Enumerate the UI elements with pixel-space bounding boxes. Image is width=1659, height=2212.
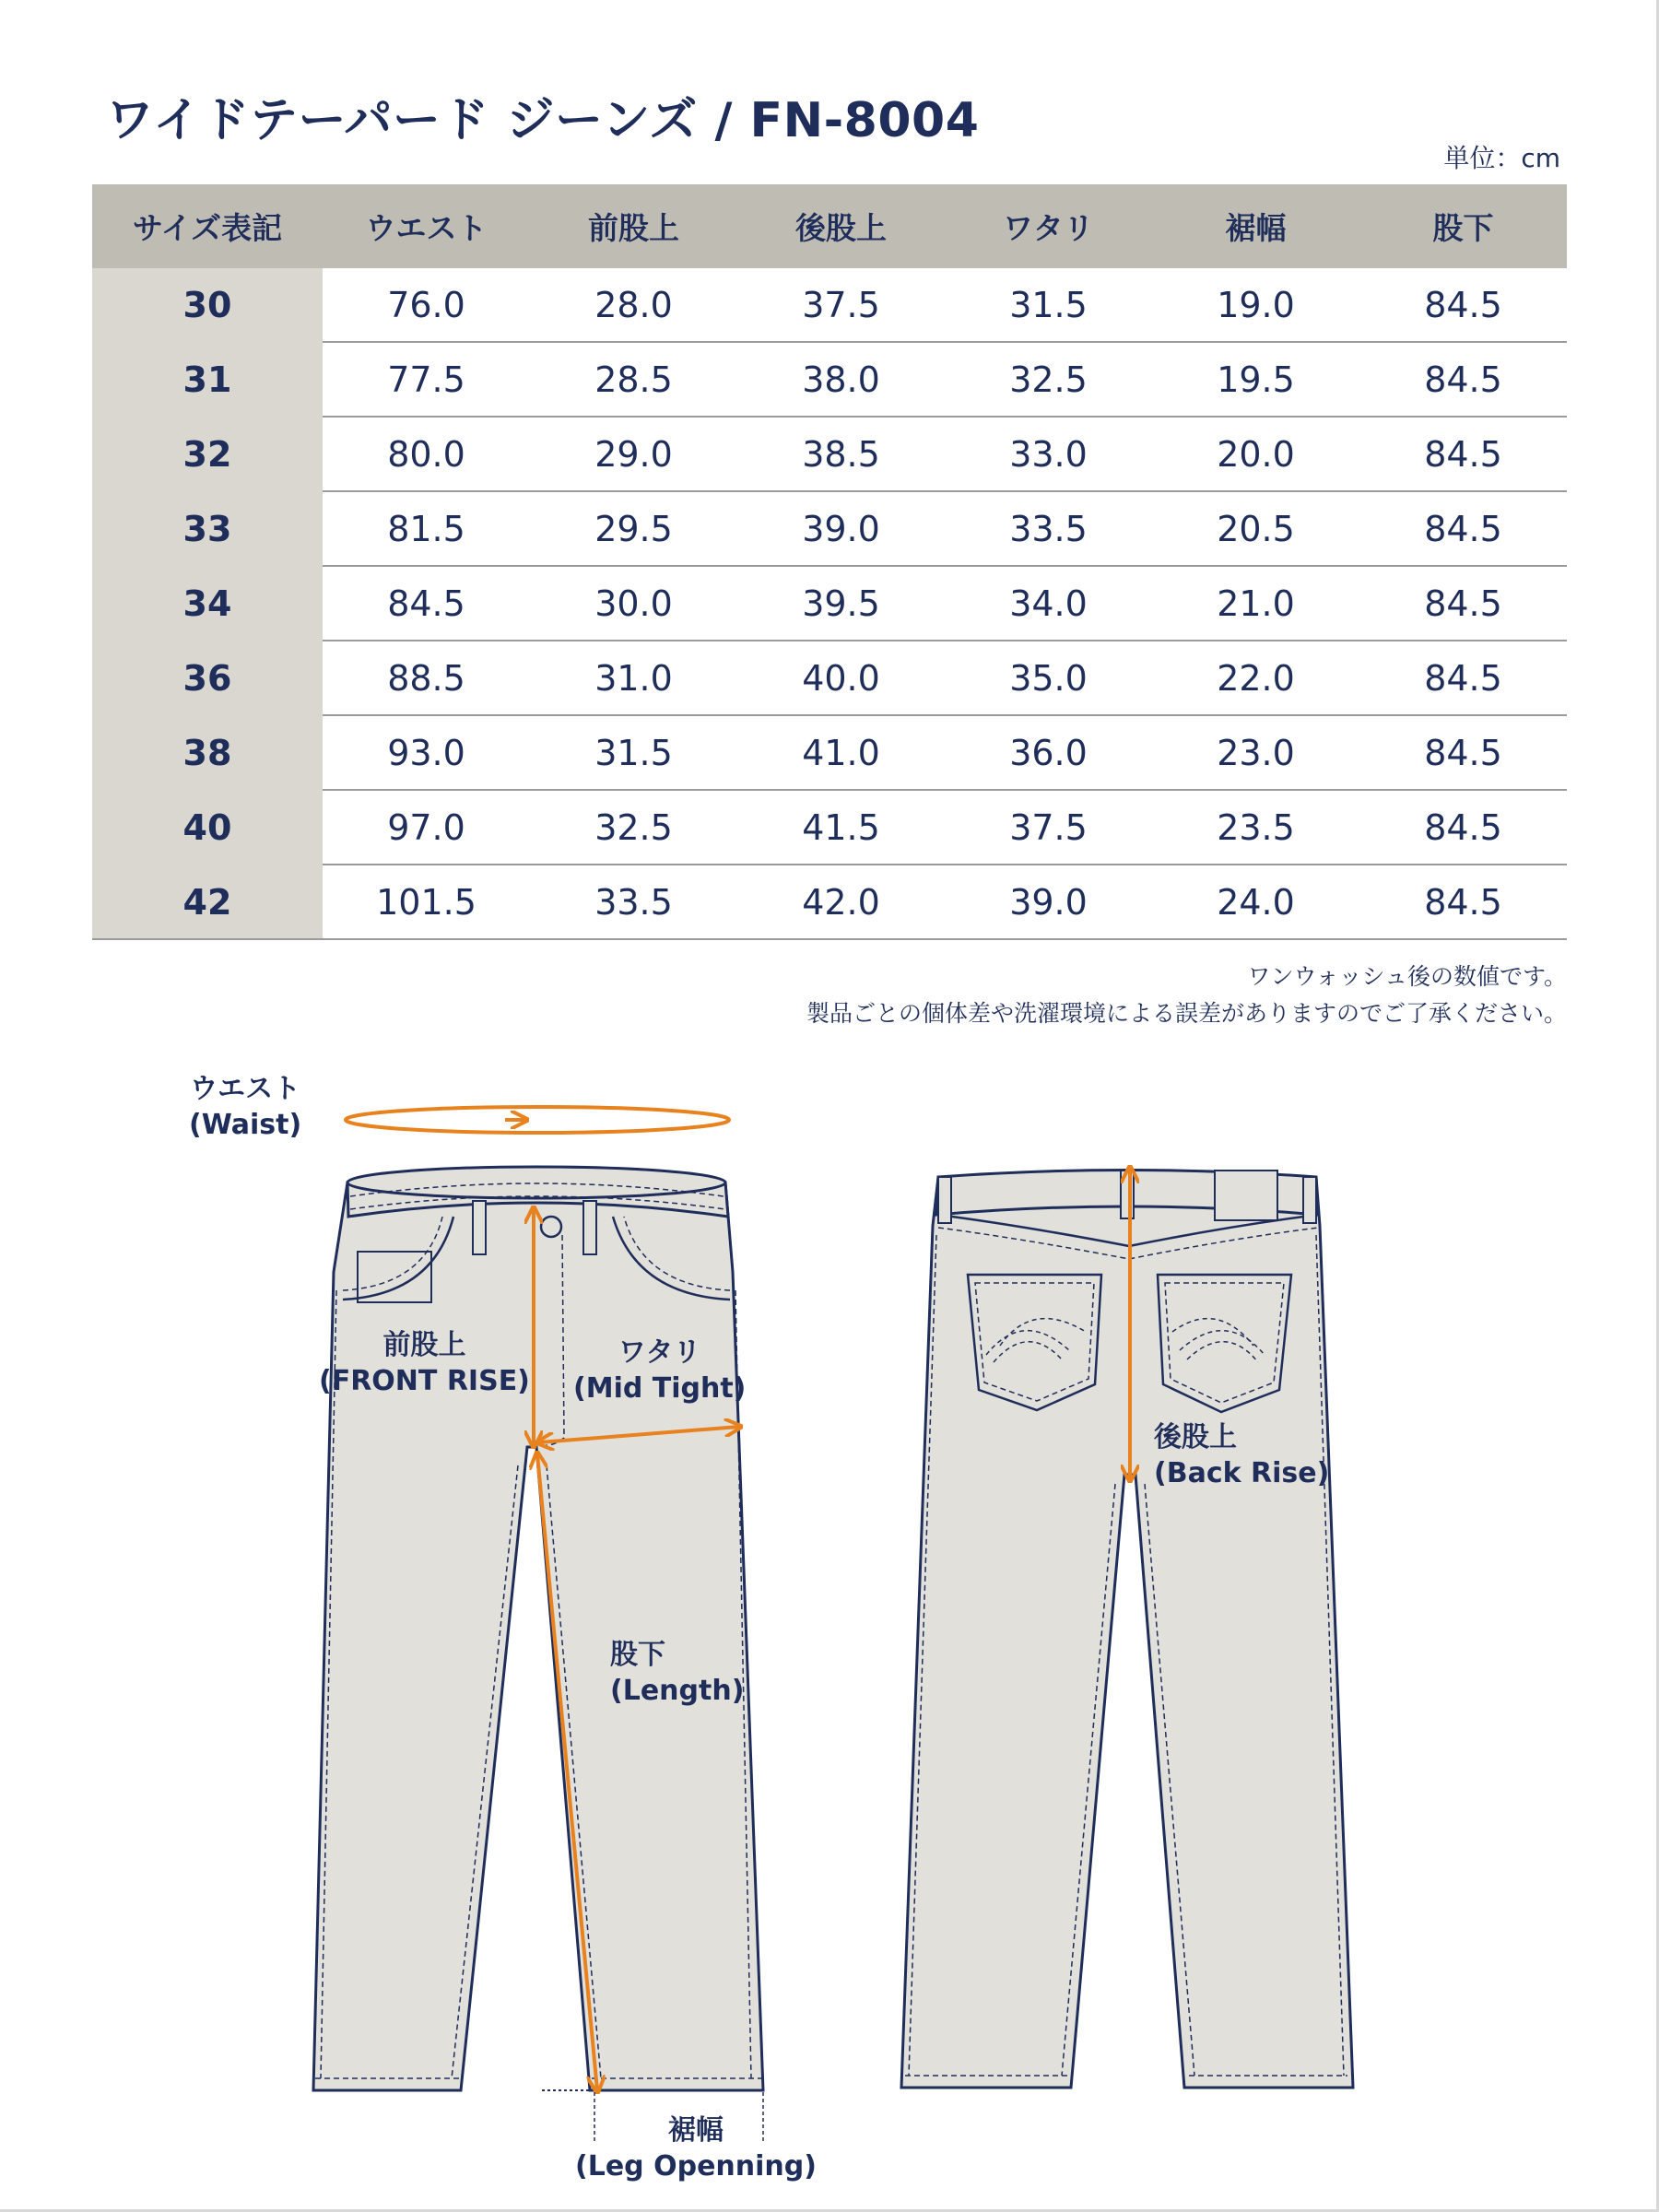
unit-label: 単位：cm	[1443, 143, 1560, 173]
cell-size: 36	[92, 641, 323, 715]
table-header-row	[92, 184, 1567, 268]
back-rise-label-en: (Back Rise)	[1154, 1457, 1330, 1489]
cell-inseam: 84.5	[1359, 790, 1567, 865]
belt-loop-left	[473, 1201, 486, 1254]
cell-back-rise: 38.0	[737, 342, 945, 417]
back-pocket-right	[1158, 1275, 1291, 1412]
note-wash: ワンウォッシュ後の数値です。	[1247, 963, 1567, 990]
cell-waist: 97.0	[323, 790, 530, 865]
cell-leg-opening: 19.0	[1152, 268, 1359, 342]
back-rise-label	[1154, 1419, 1329, 1491]
cell-inseam: 84.5	[1359, 417, 1567, 491]
length-label-jp: 股下	[610, 1639, 665, 1671]
cell-leg-opening: 23.5	[1152, 790, 1359, 865]
length-label-en: (Length)	[610, 1675, 745, 1707]
cell-waist: 101.5	[323, 865, 530, 939]
cell-thigh: 33.5	[945, 491, 1152, 566]
mid-thigh-label	[573, 1335, 746, 1406]
cell-waist: 81.5	[323, 491, 530, 566]
front-view-jeans	[313, 1167, 763, 2090]
cell-waist: 84.5	[323, 566, 530, 641]
cell-waist: 93.0	[323, 715, 530, 790]
cell-thigh: 37.5	[945, 790, 1152, 865]
cell-size: 31	[92, 342, 323, 417]
cell-front-rise: 31.5	[530, 715, 737, 790]
cell-size: 32	[92, 417, 323, 491]
table-row	[92, 268, 1567, 342]
leg-opening-label-en: (Leg Openning)	[575, 2150, 817, 2183]
cell-thigh: 32.5	[945, 342, 1152, 417]
back-pocket-left	[968, 1275, 1101, 1410]
cell-thigh: 36.0	[945, 715, 1152, 790]
cell-size: 30	[92, 268, 323, 342]
table-row	[92, 790, 1567, 865]
cell-front-rise: 33.5	[530, 865, 737, 939]
leg-opening-label-jp: 裾幅	[667, 2114, 724, 2147]
header-front-rise: 前股上	[530, 184, 737, 268]
mid-thigh-label-jp: ワタリ	[618, 1336, 701, 1369]
cell-back-rise: 42.0	[737, 865, 945, 939]
cell-inseam: 84.5	[1359, 268, 1567, 342]
cell-leg-opening: 21.0	[1152, 566, 1359, 641]
note-variance: 製品ごとの個体差や洗濯環境による誤差がありますのでご了承ください。	[806, 1000, 1567, 1027]
cell-front-rise: 28.5	[530, 342, 737, 417]
cell-back-rise: 41.5	[737, 790, 945, 865]
header-size: サイズ表記	[92, 184, 323, 268]
cell-leg-opening: 19.5	[1152, 342, 1359, 417]
cell-inseam: 84.5	[1359, 566, 1567, 641]
cell-inseam: 84.5	[1359, 641, 1567, 715]
front-rise-label	[319, 1327, 530, 1399]
cell-size: 34	[92, 566, 323, 641]
back-belt-loop-right	[1303, 1177, 1316, 1223]
cell-back-rise: 38.5	[737, 417, 945, 491]
cell-front-rise: 30.0	[530, 566, 737, 641]
cell-front-rise: 29.0	[530, 417, 737, 491]
back-rise-label-jp: 後股上	[1154, 1421, 1237, 1453]
back-belt-loop-left	[938, 1177, 951, 1223]
cell-size: 33	[92, 491, 323, 566]
jeans-diagram	[0, 1041, 1659, 2207]
cell-front-rise: 31.0	[530, 641, 737, 715]
cell-back-rise: 37.5	[737, 268, 945, 342]
cell-leg-opening: 24.0	[1152, 865, 1359, 939]
cell-size: 38	[92, 715, 323, 790]
cell-back-rise: 39.5	[737, 566, 945, 641]
cell-thigh: 33.0	[945, 417, 1152, 491]
cell-front-rise: 32.5	[530, 790, 737, 865]
waist-measure-loop	[346, 1107, 729, 1133]
cell-thigh: 31.5	[945, 268, 1152, 342]
cell-leg-opening: 22.0	[1152, 641, 1359, 715]
waist-label	[189, 1071, 301, 1143]
cell-waist: 88.5	[323, 641, 530, 715]
length-label	[610, 1637, 744, 1709]
cell-front-rise: 28.0	[530, 268, 737, 342]
cell-thigh: 35.0	[945, 641, 1152, 715]
cell-size: 42	[92, 865, 323, 939]
cell-back-rise: 41.0	[737, 715, 945, 790]
cell-inseam: 84.5	[1359, 715, 1567, 790]
cell-thigh: 34.0	[945, 566, 1152, 641]
table-row	[92, 715, 1567, 790]
front-rise-label-en: (FRONT RISE)	[319, 1365, 530, 1397]
front-rise-label-jp: 前股上	[382, 1329, 466, 1361]
table-row	[92, 417, 1567, 491]
cell-inseam: 84.5	[1359, 865, 1567, 939]
header-inseam: 股下	[1359, 184, 1567, 268]
header-waist: ウエスト	[323, 184, 530, 268]
mid-thigh-label-en: (Mid Tight)	[573, 1372, 747, 1405]
cell-waist: 77.5	[323, 342, 530, 417]
belt-loop-right	[583, 1201, 596, 1254]
cell-inseam: 84.5	[1359, 342, 1567, 417]
cell-back-rise: 39.0	[737, 491, 945, 566]
front-waistband-top	[347, 1167, 725, 1198]
cell-thigh: 39.0	[945, 865, 1152, 939]
waist-label-jp: ウエスト	[190, 1073, 301, 1105]
cell-inseam: 84.5	[1359, 491, 1567, 566]
cell-waist: 80.0	[323, 417, 530, 491]
back-view-jeans	[901, 1169, 1353, 2088]
cell-leg-opening: 20.0	[1152, 417, 1359, 491]
cell-waist: 76.0	[323, 268, 530, 342]
table-row	[92, 641, 1567, 715]
page-title: ワイドテーパード ジーンズ / FN-8004	[106, 93, 980, 148]
table-row	[92, 342, 1567, 417]
leg-opening-label	[575, 2112, 817, 2184]
cell-size: 40	[92, 790, 323, 865]
waist-label-en: (Waist)	[189, 1109, 302, 1141]
front-button	[541, 1217, 561, 1237]
header-back-rise: 後股上	[737, 184, 945, 268]
table-row	[92, 566, 1567, 641]
header-leg-opening: 裾幅	[1152, 184, 1359, 268]
table-row	[92, 491, 1567, 566]
cell-front-rise: 29.5	[530, 491, 737, 566]
size-chart-table	[92, 184, 1567, 940]
cell-leg-opening: 23.0	[1152, 715, 1359, 790]
header-thigh: ワタリ	[945, 184, 1152, 268]
cell-leg-opening: 20.5	[1152, 491, 1359, 566]
back-label-patch	[1215, 1171, 1277, 1220]
table-row	[92, 865, 1567, 939]
cell-back-rise: 40.0	[737, 641, 945, 715]
